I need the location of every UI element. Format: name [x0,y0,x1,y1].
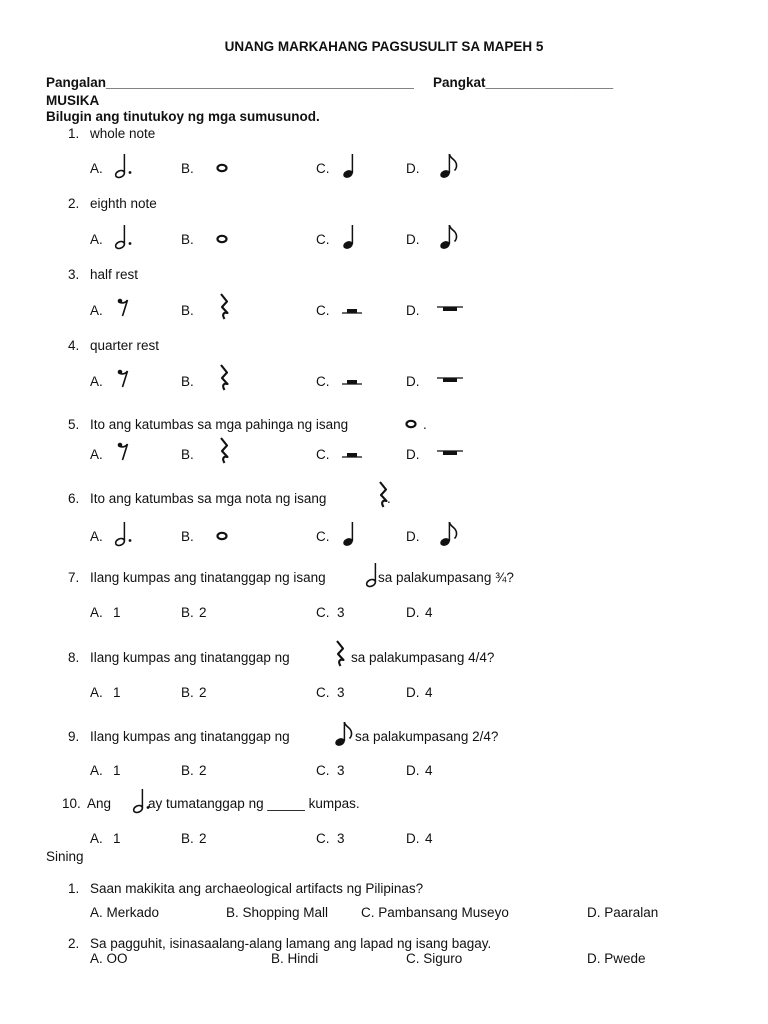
choice-letter[interactable]: B. [181,232,194,247]
choice-letter[interactable]: C. [316,161,330,176]
choice-letter[interactable]: B. [181,447,194,462]
choice-letter[interactable]: B. [181,605,194,620]
question-text: Ang [87,796,112,811]
dotted-half-note-icon [112,150,138,180]
choice-letter[interactable]: A. [90,605,103,620]
choice-letter[interactable]: D. [406,232,420,247]
sining-heading: Sining [46,849,84,864]
choice-value[interactable]: 4 [425,605,433,620]
choice-letter[interactable]: D. [406,374,420,389]
half-rest-icon [340,292,366,322]
eighth-note-icon [437,518,463,548]
choice-option[interactable]: C. Siguro [406,951,463,966]
eighth-note-icon [437,150,463,180]
quarter-rest-icon [212,292,238,322]
question-text: Ilang kumpas ang tinatanggap ng [90,650,290,665]
question-number: 1. [68,881,80,896]
whole-rest-icon [437,436,463,466]
choice-value[interactable]: 1 [113,605,121,620]
choice-letter[interactable]: D. [406,303,420,318]
quarter-note-icon [340,221,366,251]
whole-note-icon [212,225,238,255]
question-number: 3. [68,267,80,282]
choice-letter[interactable]: D. [406,763,420,778]
choice-letter[interactable]: C. [316,374,330,389]
choice-letter[interactable]: B. [181,529,194,544]
choice-option[interactable]: A. OO [90,951,128,966]
choice-letter[interactable]: A. [90,831,103,846]
choice-letter[interactable]: B. [181,303,194,318]
question-text: Sa pagguhit, isinasaalang-alang lamang ang lapad ng isang bagay. [90,936,492,951]
choice-value[interactable]: 4 [425,831,433,846]
section-field-label: Pangkat_________________ [433,75,614,90]
question-number: 7. [68,570,80,585]
choice-letter[interactable]: A. [90,374,103,389]
question-text-after: . [387,491,391,506]
choice-value[interactable]: 1 [113,763,121,778]
choice-letter[interactable]: B. [181,161,194,176]
choice-option[interactable]: A. Merkado [90,905,160,920]
half-rest-icon [340,436,366,466]
choice-option[interactable]: D. Pwede [587,951,646,966]
choice-value[interactable]: 3 [337,685,345,700]
dotted-half-note-icon [112,221,138,251]
question-number: 6. [68,491,80,506]
question-number: 5. [68,417,80,432]
question-number: 1. [68,126,80,141]
quarter-rest-icon [212,363,238,393]
choice-letter[interactable]: A. [90,529,103,544]
choice-letter[interactable]: A. [90,161,103,176]
choice-letter[interactable]: C. [316,831,330,846]
choice-letter[interactable]: A. [90,303,103,318]
choice-letter[interactable]: C. [316,303,330,318]
question-text-after: sa palakumpasang 2/4? [355,729,499,744]
choice-value[interactable]: 1 [113,685,121,700]
question-text: whole note [90,126,156,141]
choice-value[interactable]: 2 [199,763,207,778]
choice-letter[interactable]: C. [316,605,330,620]
choice-option[interactable]: D. Paaralan [587,905,659,920]
choice-letter[interactable]: D. [406,161,420,176]
choice-letter[interactable]: A. [90,232,103,247]
whole-note-icon [212,154,238,184]
choice-value[interactable]: 2 [199,831,207,846]
choice-option[interactable]: C. Pambansang Museyo [361,905,509,920]
choice-option[interactable]: B. Shopping Mall [226,905,329,920]
choice-letter[interactable]: A. [90,447,103,462]
musika-heading: MUSIKA [46,93,100,108]
name-field-label: Pangalan_________________________________________ [46,75,414,90]
question-text-after: sa palakumpasang ¾? [378,570,514,585]
page-title: UNANG MARKAHANG PAGSUSULIT SA MAPEH 5 [224,39,544,54]
choice-letter[interactable]: A. [90,685,103,700]
question-text: half rest [90,267,139,282]
question-number: 2. [68,196,80,211]
whole-note-icon [212,522,238,552]
choice-letter[interactable]: D. [406,831,420,846]
question-number: 4. [68,338,80,353]
question-text-after: . [423,417,427,432]
choice-letter[interactable]: B. [181,374,194,389]
whole-rest-icon [437,292,463,322]
question-text: Saan makikita ang archaeological artifacts ng Pilipinas? [90,881,424,896]
choice-value[interactable]: 4 [425,685,433,700]
question-number: 2. [68,936,80,951]
question-text: Ito ang katumbas sa mga pahinga ng isang [90,417,349,432]
question-number: 10. [62,796,81,811]
question-text: Ito ang katumbas sa mga nota ng isang [90,491,327,506]
dotted-half-note-icon [112,518,138,548]
choice-value[interactable]: 2 [199,685,207,700]
choice-option[interactable]: B. Hindi [271,951,319,966]
choice-letter[interactable]: A. [90,763,103,778]
question-text: Ilang kumpas ang tinatanggap ng isang [90,570,326,585]
eighth-rest-icon [112,436,138,466]
musika-instruction: Bilugin ang tinutukoy ng mga sumusunod. [46,109,320,124]
choice-letter[interactable]: C. [316,763,330,778]
eighth-note-icon [437,221,463,251]
question-number: 9. [68,729,80,744]
question-text: Ilang kumpas ang tinatanggap ng [90,729,290,744]
half-rest-icon [340,363,366,393]
quarter-note-icon [340,518,366,548]
question-text-after: sa palakumpasang 4/4? [351,650,495,665]
question-text-after: ay tumatanggap ng _____ kumpas. [148,796,360,811]
question-text: quarter rest [90,338,160,353]
choice-letter[interactable]: C. [316,447,330,462]
choice-value[interactable]: 3 [337,763,345,778]
choice-value[interactable]: 3 [337,605,345,620]
choice-letter[interactable]: C. [316,685,330,700]
choice-value[interactable]: 4 [425,763,433,778]
choice-value[interactable]: 2 [199,605,207,620]
choice-letter[interactable]: B. [181,685,194,700]
quarter-rest-icon [212,436,238,466]
quarter-rest-icon [371,480,397,510]
quarter-note-icon [340,150,366,180]
choice-value[interactable]: 3 [337,831,345,846]
choice-letter[interactable]: C. [316,232,330,247]
whole-rest-icon [437,363,463,393]
eighth-rest-icon [112,292,138,322]
choice-letter[interactable]: B. [181,763,194,778]
eighth-rest-icon [112,363,138,393]
question-text: eighth note [90,196,157,211]
choice-value[interactable]: 1 [113,831,121,846]
choice-letter[interactable]: B. [181,831,194,846]
question-number: 8. [68,650,80,665]
choice-letter[interactable]: C. [316,529,330,544]
choice-letter[interactable]: D. [406,447,420,462]
choice-letter[interactable]: D. [406,529,420,544]
choice-letter[interactable]: D. [406,605,420,620]
choice-letter[interactable]: D. [406,685,420,700]
